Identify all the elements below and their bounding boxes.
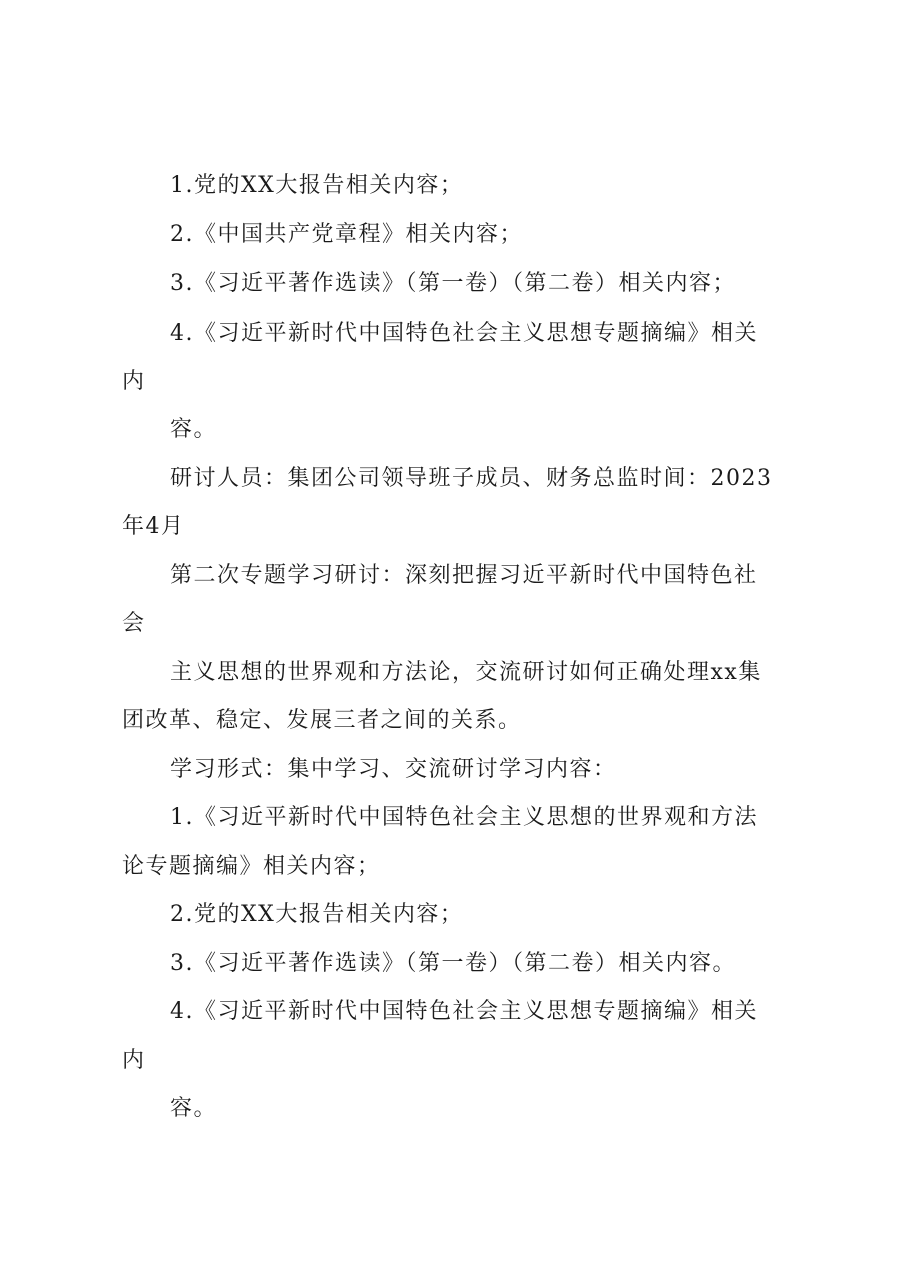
text-line-17: 3.《习近平著作选读》（第一卷）（第二卷）相关内容。: [170, 951, 736, 976]
text-line-20: 容。: [170, 1096, 218, 1121]
text-line-7: 研讨人员：集团公司领导班子成员、财务总监时间：2023: [170, 466, 773, 491]
text-line-11: 主义思想的世界观和方法论，交流研讨如何正确处理xx集: [170, 660, 762, 685]
text-line-14: 1.《习近平新时代中国特色社会主义思想的世界观和方法: [170, 805, 758, 830]
text-line-9: 第二次专题学习研讨：深刻把握习近平新时代中国特色社: [170, 563, 758, 588]
text-line-8: 年4月: [122, 514, 185, 539]
text-line-3: 3.《习近平著作选读》（第一卷）（第二卷）相关内容；: [170, 271, 736, 296]
text-line-12: 团改革、稳定、发展三者之间的关系。: [122, 708, 522, 733]
text-line-6: 容。: [170, 417, 218, 442]
text-line-15: 论专题摘编》相关内容；: [122, 854, 381, 879]
text-line-2: 2.《中国共产党章程》相关内容；: [170, 222, 523, 247]
text-line-16: 2.党的XX大报告相关内容；: [170, 902, 464, 927]
text-line-1: 1.党的XX大报告相关内容；: [170, 173, 464, 198]
text-line-18: 4.《习近平新时代中国特色社会主义思想专题摘编》相关: [170, 999, 758, 1024]
text-line-13: 学习形式：集中学习、交流研讨学习内容：: [170, 757, 617, 782]
text-line-10: 会: [122, 611, 146, 636]
text-line-19: 内: [122, 1048, 146, 1073]
text-line-4: 4.《习近平新时代中国特色社会主义思想专题摘编》相关: [170, 321, 758, 346]
text-line-5: 内: [122, 369, 146, 394]
